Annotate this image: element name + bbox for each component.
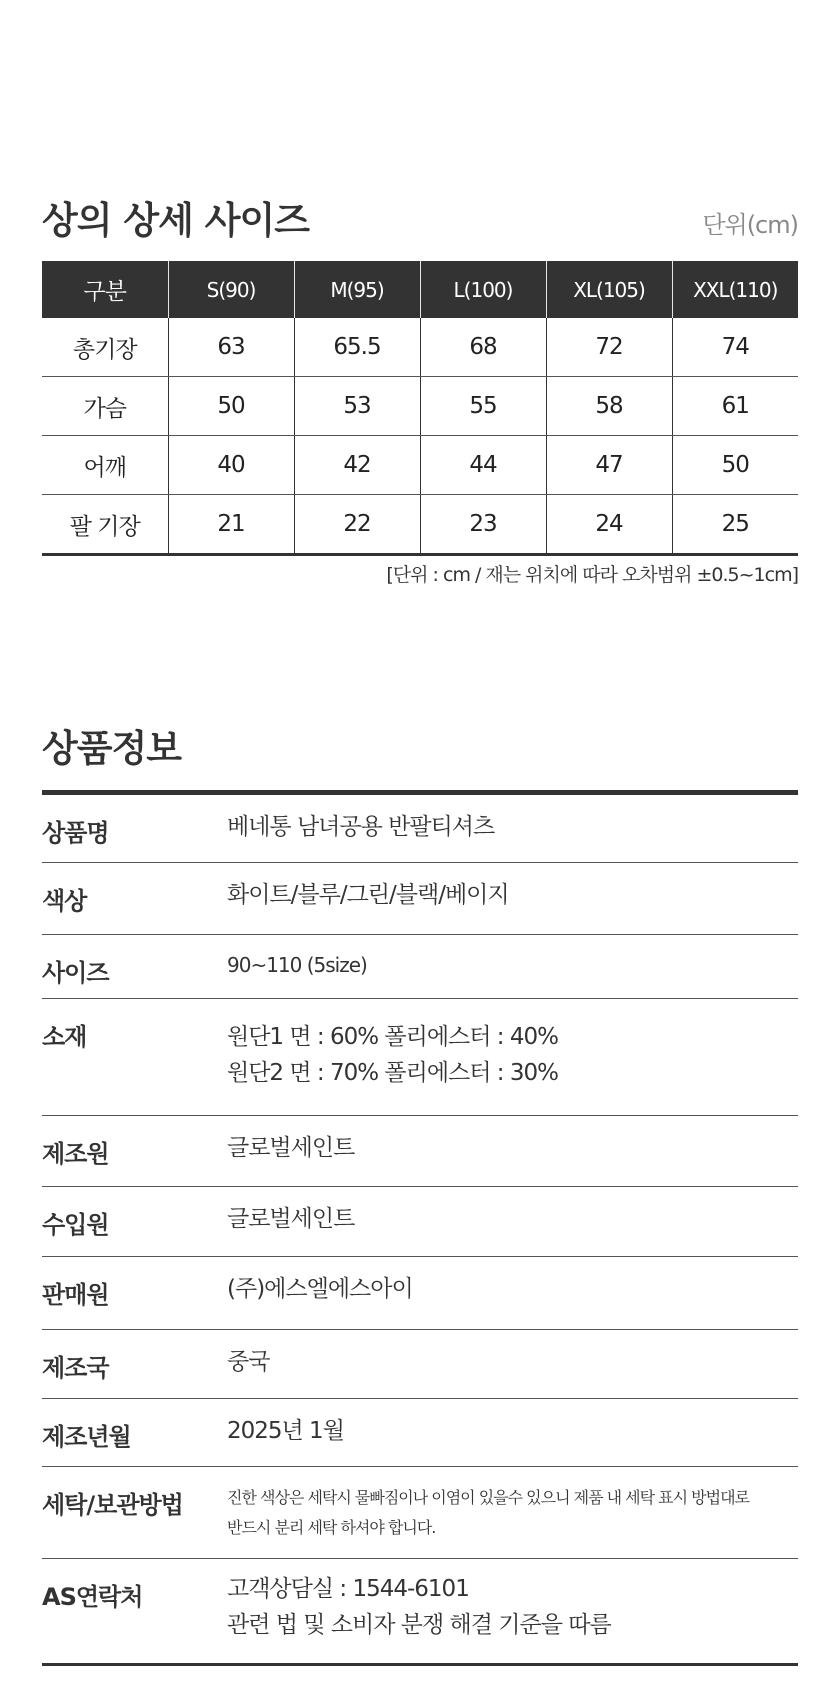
size-value: 50 xyxy=(168,377,294,436)
info-value-line: 진한 색상은 세탁시 물빠짐이나 이염이 있을수 있으니 제품 내 세탁 표시 방법대로 xyxy=(227,1488,749,1507)
size-value: 47 xyxy=(546,436,672,495)
info-value-line: 중국 xyxy=(227,1349,270,1375)
info-value xyxy=(227,809,494,845)
header-cell-category: 구분 xyxy=(42,261,168,318)
info-value xyxy=(227,1483,749,1543)
size-value: 61 xyxy=(672,377,798,436)
size-value: 25 xyxy=(672,495,798,555)
size-table-note: [단위 : cm / 재는 위치에 따라 오차범위 ±0.5~1cm] xyxy=(386,564,798,586)
info-value-line: 화이트/블루/그린/블랙/베이지 xyxy=(227,882,509,908)
info-value-line: 원단1 면 : 60% 폴리에스터 : 40% xyxy=(227,1024,558,1050)
size-value: 53 xyxy=(294,377,420,436)
size-value: 40 xyxy=(168,436,294,495)
info-value-line: 원단2 면 : 70% 폴리에스터 : 30% xyxy=(227,1060,558,1086)
info-row-material xyxy=(42,999,798,1116)
info-value xyxy=(227,1344,269,1380)
info-value xyxy=(227,947,367,983)
size-value: 68 xyxy=(420,318,546,377)
size-value: 58 xyxy=(546,377,672,436)
info-value xyxy=(227,1413,344,1449)
size-value: 63 xyxy=(168,318,294,377)
info-label: 색상 xyxy=(42,887,87,915)
header-cell-l: L(100) xyxy=(420,261,546,318)
info-value-line: 베네통 남녀공용 반팔티셔츠 xyxy=(227,814,495,840)
info-label: 제조원 xyxy=(42,1140,109,1168)
info-value xyxy=(227,1571,611,1643)
info-value-line: 2025년 1월 xyxy=(227,1418,344,1444)
info-label: 상품명 xyxy=(42,819,109,847)
info-value-line: 90~110 (5size) xyxy=(227,953,367,977)
info-label: 수입원 xyxy=(42,1211,109,1239)
info-row-color xyxy=(42,863,798,935)
size-table xyxy=(42,261,798,556)
size-value: 24 xyxy=(546,495,672,555)
size-value: 74 xyxy=(672,318,798,377)
size-value: 22 xyxy=(294,495,420,555)
size-value: 42 xyxy=(294,436,420,495)
size-value: 21 xyxy=(168,495,294,555)
info-label: 사이즈 xyxy=(42,959,109,987)
info-row-importer xyxy=(42,1187,798,1257)
row-label: 총기장 xyxy=(42,318,168,377)
info-label: 제조국 xyxy=(42,1354,109,1382)
info-value-line: 반드시 분리 세탁 하셔야 합니다. xyxy=(227,1518,436,1537)
size-value: 65.5 xyxy=(294,318,420,377)
info-value-line: 관련 법 및 소비자 분쟁 해결 기준을 따름 xyxy=(227,1612,611,1638)
size-section-title: 상의 상세 사이즈 xyxy=(42,199,309,242)
header-cell-m: M(95) xyxy=(294,261,420,318)
info-label: 세탁/보관방법 xyxy=(42,1491,183,1519)
info-row-country xyxy=(42,1330,798,1399)
info-label: AS연락처 xyxy=(42,1583,143,1611)
header-cell-xxl: XXL(110) xyxy=(672,261,798,318)
size-row-shoulder xyxy=(42,436,798,495)
size-table-header-row xyxy=(42,261,798,318)
size-row-chest xyxy=(42,377,798,436)
info-row-as-contact xyxy=(42,1559,798,1663)
size-value: 23 xyxy=(420,495,546,555)
info-row-seller xyxy=(42,1257,798,1330)
info-label: 소재 xyxy=(42,1023,87,1051)
info-value xyxy=(227,1201,354,1237)
info-value xyxy=(227,1271,413,1307)
size-row-total-length xyxy=(42,318,798,377)
info-row-size xyxy=(42,935,798,999)
info-value-line: 고객상담실 : 1544-6101 xyxy=(227,1576,469,1602)
size-value: 44 xyxy=(420,436,546,495)
info-value xyxy=(227,1019,558,1091)
size-row-sleeve-length xyxy=(42,495,798,555)
size-value: 50 xyxy=(672,436,798,495)
info-row-manufacturer xyxy=(42,1116,798,1187)
unit-label: 단위(cm) xyxy=(702,211,798,239)
row-label: 팔 기장 xyxy=(42,495,168,555)
info-value-line: (주)에스엘에스아이 xyxy=(227,1276,413,1302)
info-value xyxy=(227,1130,354,1166)
info-label: 판매원 xyxy=(42,1281,109,1309)
info-section-title: 상품정보 xyxy=(42,727,181,770)
info-value-line: 글로벌세인트 xyxy=(227,1135,355,1161)
info-label: 제조년월 xyxy=(42,1423,131,1451)
info-value-line: 글로벌세인트 xyxy=(227,1206,355,1232)
info-value xyxy=(227,877,509,913)
row-label: 어깨 xyxy=(42,436,168,495)
info-row-manufacture-date xyxy=(42,1399,798,1467)
info-row-care xyxy=(42,1467,798,1559)
size-value: 55 xyxy=(420,377,546,436)
header-cell-s: S(90) xyxy=(168,261,294,318)
info-row-product-name xyxy=(42,795,798,863)
header-cell-xl: XL(105) xyxy=(546,261,672,318)
row-label: 가슴 xyxy=(42,377,168,436)
size-value: 72 xyxy=(546,318,672,377)
product-info-list xyxy=(42,790,798,1666)
